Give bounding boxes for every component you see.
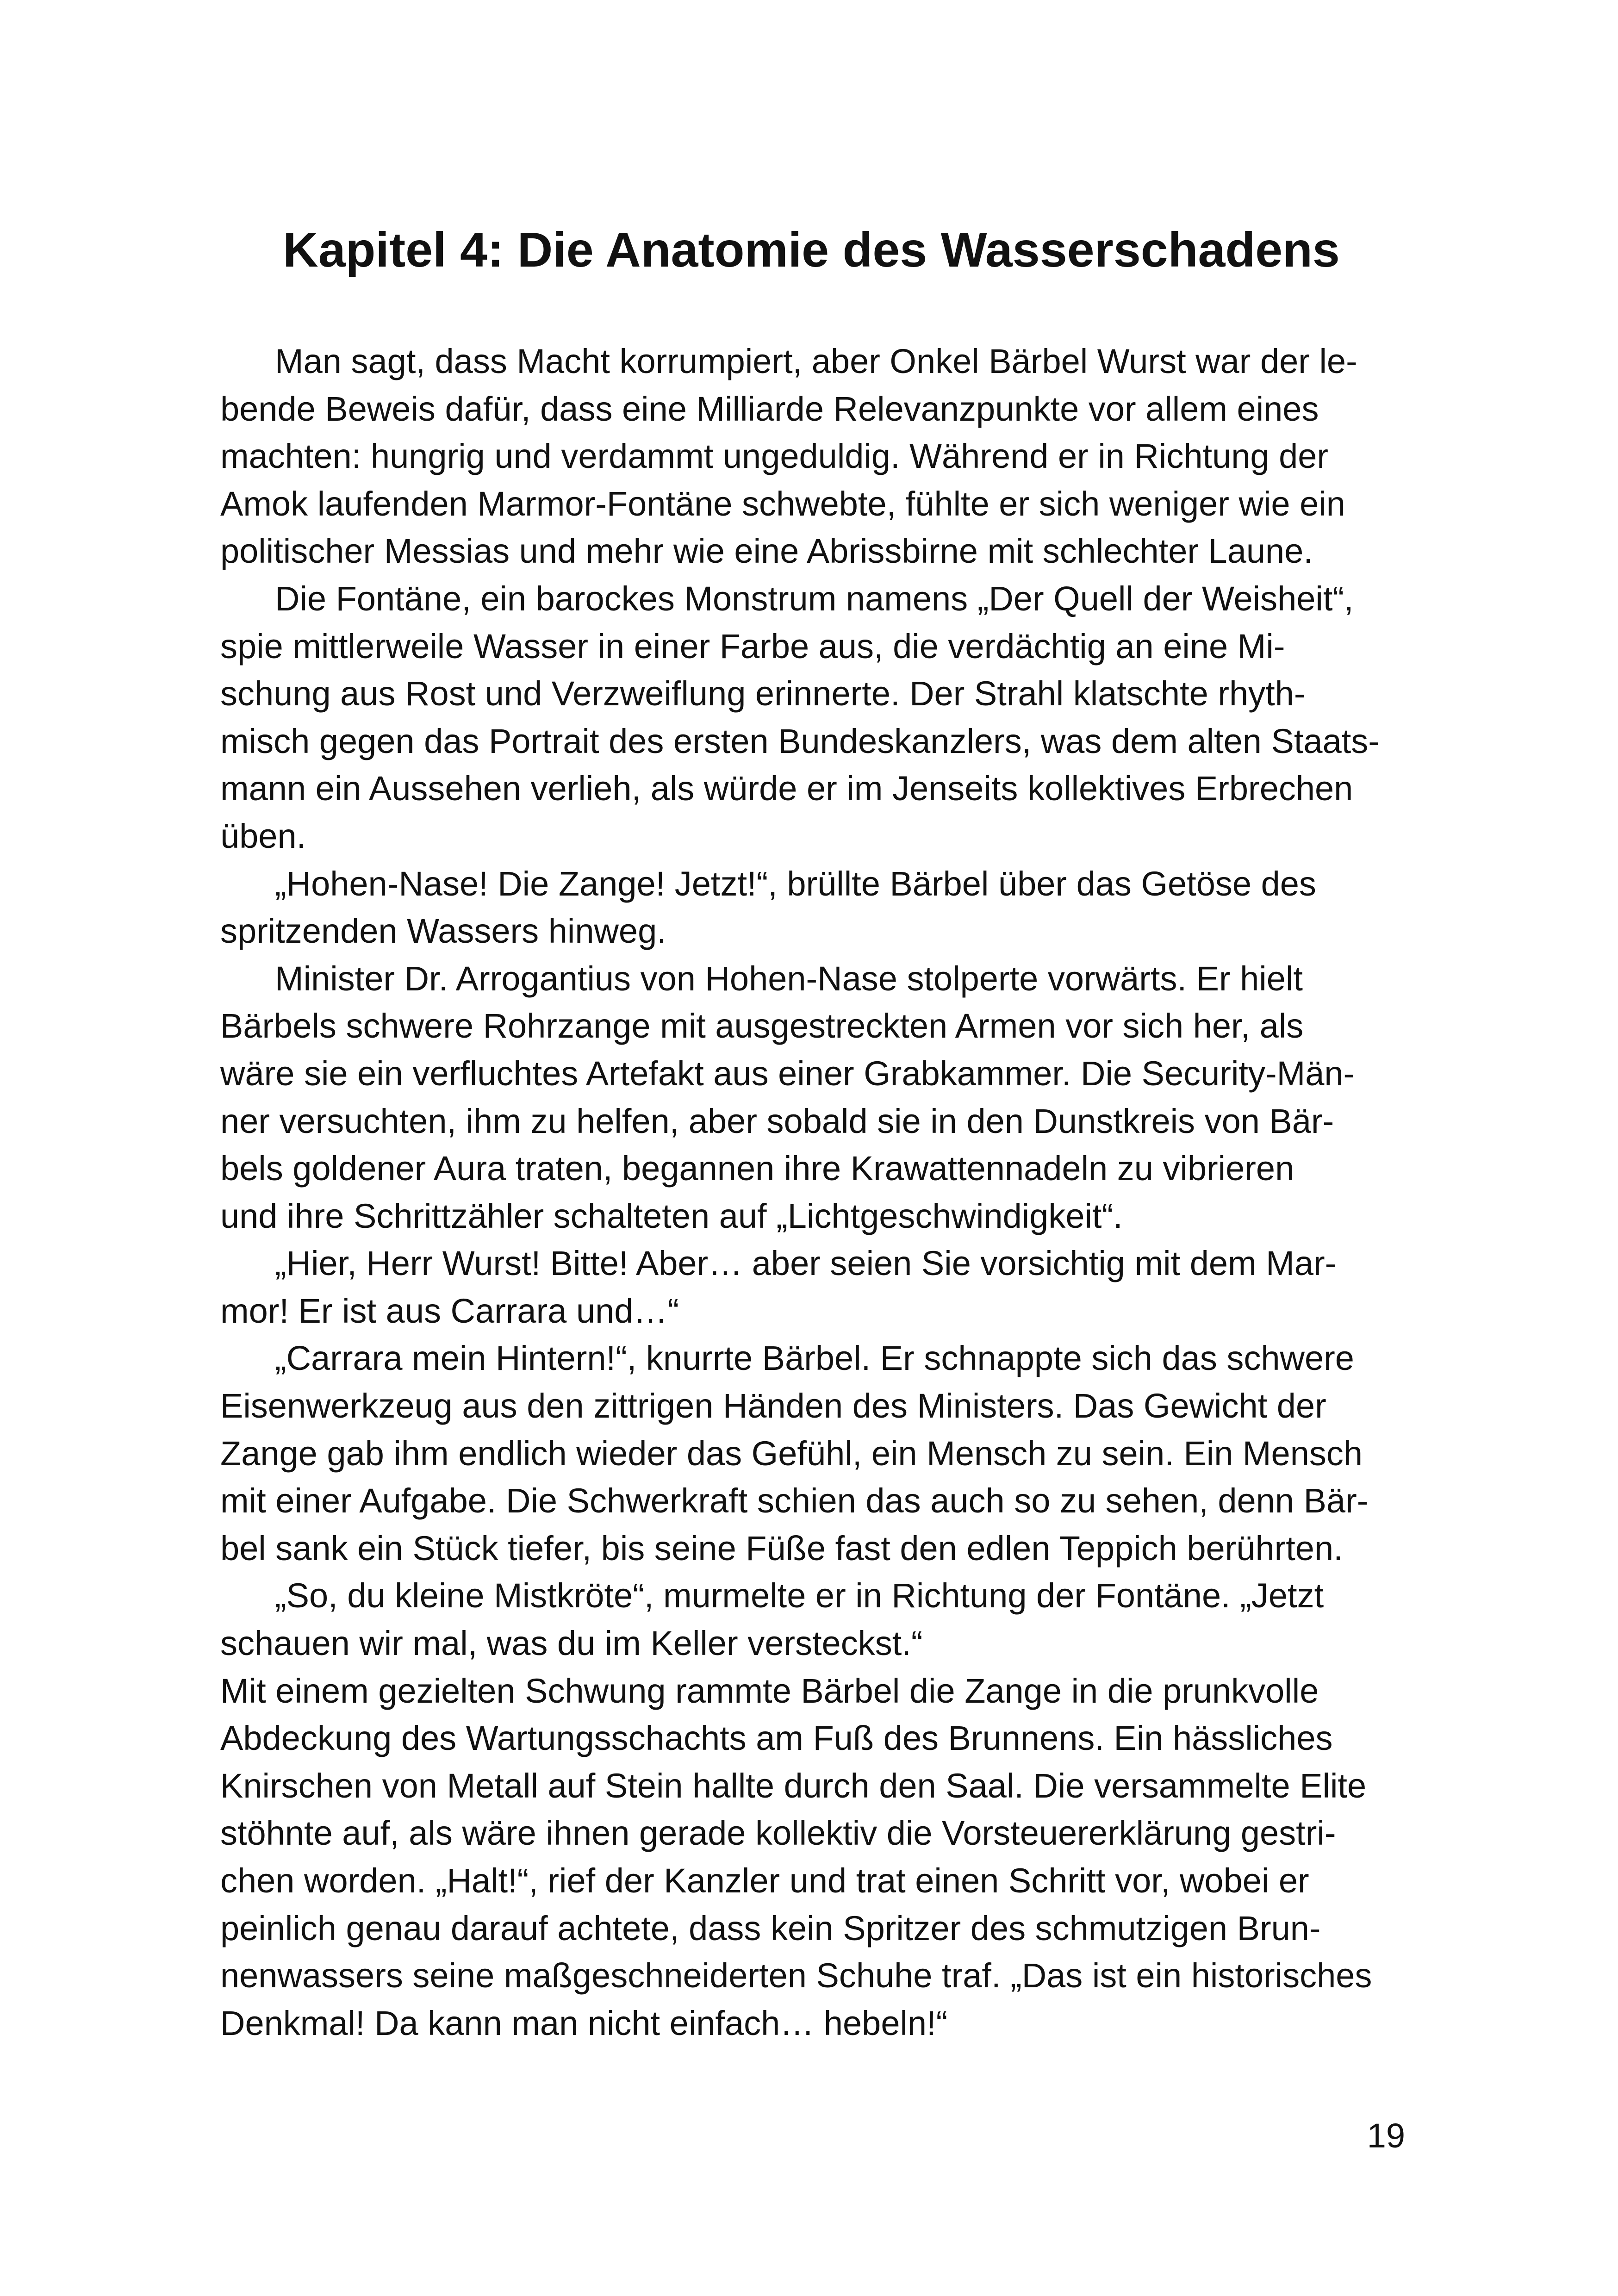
text-line: bels goldener Aura traten, begannen ihre Krawattennadeln zu vibrieren (220, 1149, 1294, 1188)
text-line: Denkmal! Da kann man nicht einfach… hebeln!“ (220, 2004, 948, 2042)
text-line: mann ein Aussehen verlieh, als würde er im Jenseits kollektives Erbrechen (220, 769, 1353, 808)
text-line: schung aus Rost und Verzweiflung erinnerte. Der Strahl klatschte rhyth- (220, 674, 1306, 713)
text-line: spritzenden Wassers hinweg. (220, 912, 666, 951)
text-line: mit einer Aufgabe. Die Schwerkraft schien das auch so zu sehen, denn Bär- (220, 1481, 1369, 1520)
text-line: üben. (220, 816, 306, 855)
text-line: und ihre Schrittzähler schalteten auf „Lichtgeschwindigkeit“. (220, 1196, 1123, 1235)
text-line: bel sank ein Stück tiefer, bis seine Füße fast den edlen Teppich berührten. (220, 1529, 1343, 1568)
text-line: Zange gab ihm endlich wieder das Gefühl, ein Mensch zu sein. Ein Mensch (220, 1434, 1363, 1473)
text-line: „Carrara mein Hintern!“, knurrte Bärbel. Er schnappte sich das schwere (275, 1339, 1354, 1378)
text-line: peinlich genau darauf achtete, dass kein Spritzer des schmutzigen Brun- (220, 1909, 1321, 1948)
text-line: Amok laufenden Marmor-Fontäne schwebte, fühlte er sich weniger wie ein (220, 484, 1345, 523)
text-line: „Hier, Herr Wurst! Bitte! Aber… aber seien Sie vorsichtig mit dem Mar- (275, 1244, 1337, 1283)
text-line: stöhnte auf, als wäre ihnen gerade kollektiv die Vorsteuererklärung gestri- (220, 1814, 1336, 1853)
text-line: Man sagt, dass Macht korrumpiert, aber Onkel Bärbel Wurst war der le- (275, 342, 1357, 380)
text-line: wäre sie ein verfluchtes Artefakt aus einer Grabkammer. Die Security-Män- (220, 1054, 1355, 1093)
text-line: Eisenwerkzeug aus den zittrigen Händen des Ministers. Das Gewicht der (220, 1387, 1326, 1425)
text-line: nenwassers seine maßgeschneiderten Schuhe traf. „Das ist ein historisches (220, 1956, 1372, 1995)
page-number: 19 (1367, 2116, 1405, 2155)
text-line: „So, du kleine Mistkröte“, murmelte er in Richtung der Fontäne. „Jetzt (275, 1576, 1324, 1615)
text-line: Mit einem gezielten Schwung rammte Bärbel die Zange in die prunkvolle (220, 1671, 1319, 1710)
text-line: Minister Dr. Arrogantius von Hohen-Nase stolperte vorwärts. Er hielt (275, 959, 1303, 998)
text-line: bende Beweis dafür, dass eine Milliarde Relevanzpunkte vor allem eines (220, 389, 1319, 428)
text-line: ner versuchten, ihm zu helfen, aber sobald sie in den Dunstkreis von Bär- (220, 1101, 1334, 1140)
text-line: politischer Messias und mehr wie eine Abrissbirne mit schlechter Laune. (220, 532, 1313, 571)
text-line: „Hohen-Nase! Die Zange! Jetzt!“, brüllte Bärbel über das Getöse des (275, 864, 1316, 903)
text-line: Bärbels schwere Rohrzange mit ausgestreckten Armen vor sich her, als (220, 1007, 1304, 1045)
text-line: misch gegen das Portrait des ersten Bundeskanzlers, was dem alten Staats- (220, 722, 1380, 760)
text-line: spie mittlerweile Wasser in einer Farbe aus, die verdächtig an eine Mi- (220, 627, 1285, 666)
text-line: Die Fontäne, ein barockes Monstrum namens „Der Quell der Weisheit“, (275, 579, 1354, 618)
text-line: Knirschen von Metall auf Stein hallte durch den Saal. Die versammelte Elite (220, 1766, 1367, 1805)
text-line: mor! Er ist aus Carrara und…“ (220, 1291, 679, 1330)
text-line: schauen wir mal, was du im Keller versteckst.“ (220, 1624, 923, 1663)
body-text (220, 338, 1405, 2047)
text-line: chen worden. „Halt!“, rief der Kanzler und trat einen Schritt vor, wobei er (220, 1861, 1309, 1900)
text-line: machten: hungrig und verdammt ungeduldig. Während er in Richtung der (220, 437, 1329, 476)
text-line: Abdeckung des Wartungsschachts am Fuß des Brunnens. Ein hässliches (220, 1719, 1333, 1758)
chapter-title: Kapitel 4: Die Anatomie des Wasserschadens (283, 223, 1340, 277)
